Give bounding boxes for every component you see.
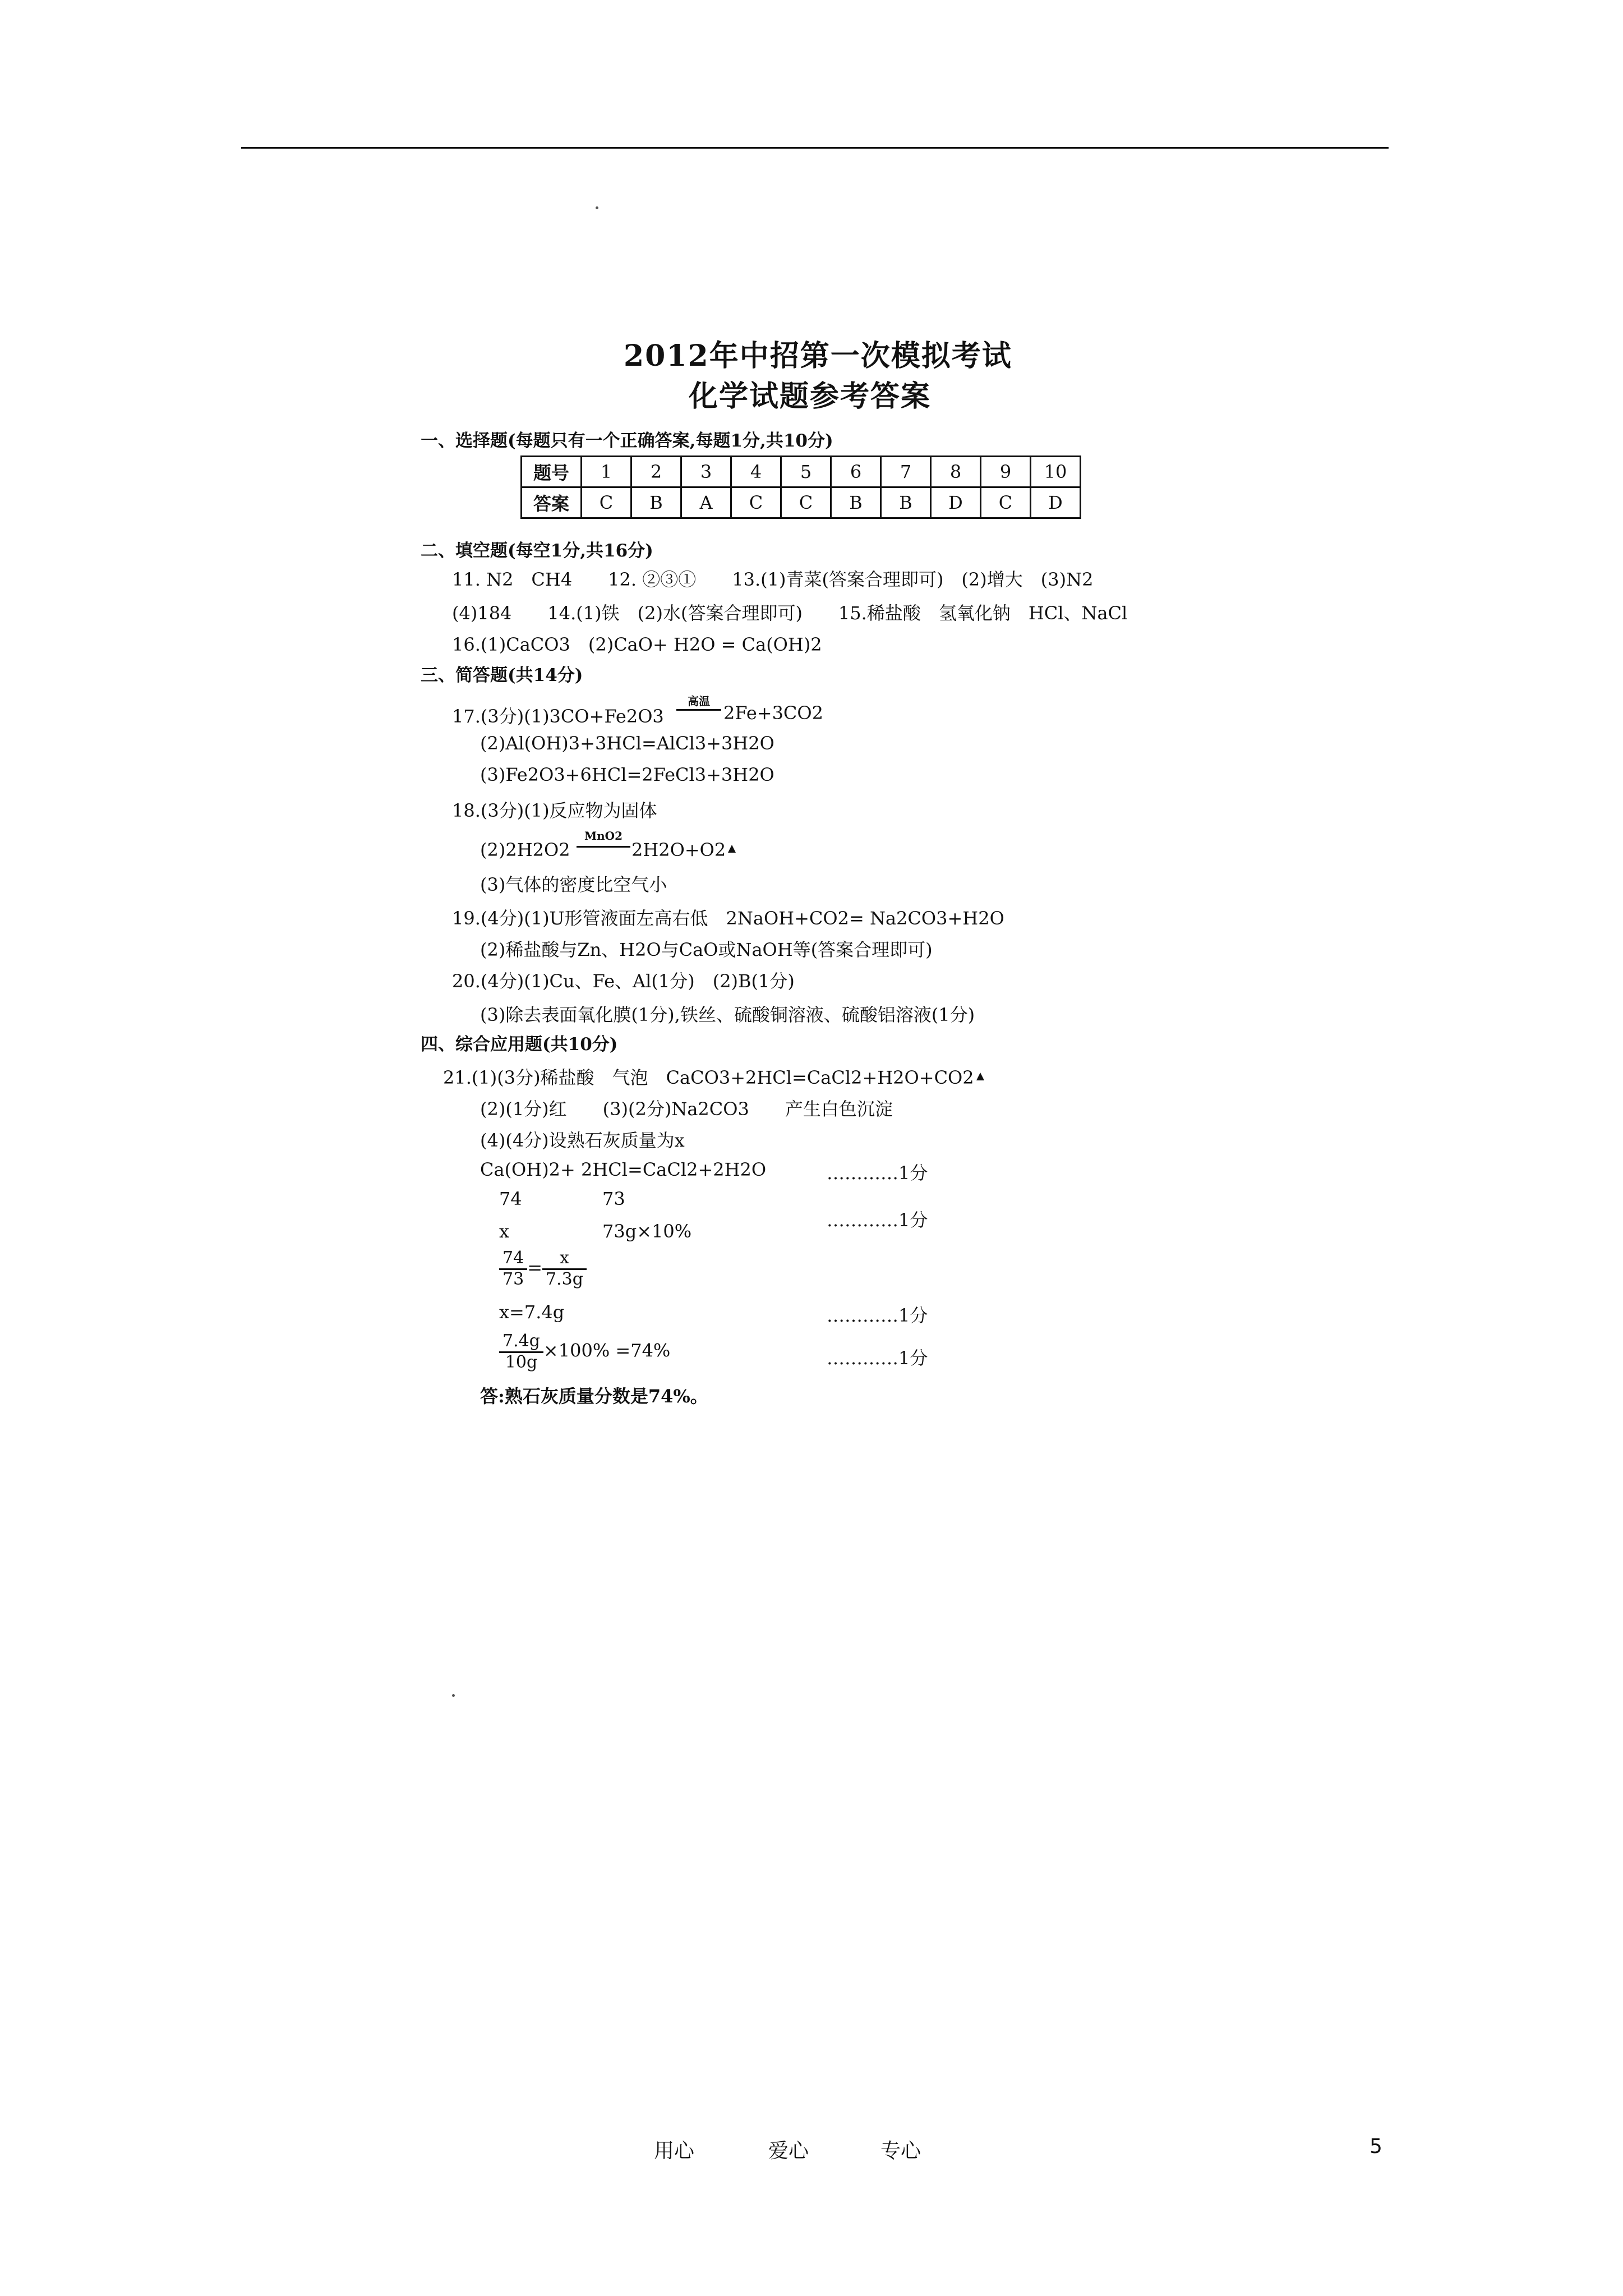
unknown-x: x [499, 1221, 510, 1242]
percentage-result: ×100% =74% [543, 1340, 671, 1361]
page-number: 5 [1370, 2135, 1382, 2158]
q21-2: (2)(1分)红 (3)(2分)Na2CO3 产生白色沉淀 [480, 1098, 893, 1120]
q18-3: (3)气体的密度比空气小 [480, 874, 667, 895]
table-cell: C [981, 487, 1031, 518]
table-header-cell: 题号 [522, 457, 582, 487]
q19-1: 19.(4分)(1)U形管液面左高右低 2NaOH+CO2= Na2CO3+H2O [452, 908, 1004, 929]
molar-mass-hcl: 73 [602, 1188, 625, 1209]
fraction-numerator: 7.4g [499, 1332, 543, 1353]
reaction-condition: 高温 [688, 694, 710, 708]
table-cell: D [931, 487, 981, 518]
scan-speck [452, 1694, 455, 1697]
table-row [522, 487, 1081, 518]
table-cell: 1 [582, 457, 631, 487]
table-cell: C [582, 487, 631, 518]
table-cell: 4 [731, 457, 781, 487]
answer-table [520, 455, 1081, 519]
table-cell: B [881, 487, 931, 518]
percentage-calc [499, 1332, 670, 1372]
fraction-numerator: x [542, 1249, 587, 1270]
footer-left: 用心 [654, 2139, 695, 2162]
q18-2-right [631, 839, 736, 861]
q21-1-text: 21.(1)(3分)稀盐酸 气泡 CaCO3+2HCl=CaCl2+H2O+CO2 [443, 1067, 974, 1088]
footer-middle: 爱心 [768, 2139, 809, 2162]
q20-1: 20.(4分)(1)Cu、Fe、Al(1分) (2)B(1分) [452, 970, 795, 992]
fraction-denominator: 10g [505, 1352, 538, 1372]
molar-mass-caoh2: 74 [499, 1188, 522, 1209]
table-cell: D [1031, 487, 1081, 518]
fraction [542, 1249, 587, 1289]
header-rule [241, 147, 1389, 149]
scan-speck [596, 206, 598, 209]
fraction-numerator: 74 [499, 1249, 527, 1270]
table-cell: 8 [931, 457, 981, 487]
gas-arrow-icon [728, 845, 736, 853]
equation: Ca(OH)2+ 2HCl=CaCl2+2H2O [480, 1159, 767, 1180]
title-line2: 化学试题参考答案 [689, 379, 932, 413]
section2-heading: 二、填空题(每空1分,共16分) [421, 541, 653, 561]
section4-heading: 四、综合应用题(共10分) [421, 1034, 618, 1055]
title-line1: 2012年中招第一次模拟考试 [624, 339, 1012, 373]
gas-arrow-icon [976, 1073, 984, 1080]
proportion-equation: $\frac{74}{73}$ = $\frac{x}{7.3g}$ [499, 1249, 587, 1289]
q17-2: (2)Al(OH)3+3HCl=AlCl3+3H2O [480, 733, 774, 754]
table-cell: 5 [781, 457, 831, 487]
fill-line-2: (4)184 14.(1)铁 (2)水(答案合理即可) 15.稀盐酸 氢氧化钠 HCl、NaCl [452, 602, 1128, 624]
q19-2: (2)稀盐酸与Zn、H2O与CaO或NaOH等(答案合理即可) [480, 939, 933, 960]
hcl-mass: 73g×10% [602, 1221, 692, 1242]
table-cell: C [781, 487, 831, 518]
fraction-denominator: 7.3g [546, 1269, 583, 1289]
table-cell: 7 [881, 457, 931, 487]
score-mark: …………1分 [827, 1209, 928, 1231]
q21-3: (4)(4分)设熟石灰质量为x [480, 1130, 685, 1151]
q21-1 [443, 1064, 984, 1089]
q20-2: (3)除去表面氧化膜(1分),铁丝、硫酸铜溶液、硫酸铝溶液(1分) [480, 1004, 975, 1025]
fraction [499, 1332, 543, 1372]
reaction-condition: MnO2 [584, 829, 623, 843]
reaction-arrow-line [577, 846, 630, 848]
table-cell: B [831, 487, 881, 518]
section1-heading: 一、选择题(每题只有一个正确答案,每题1分,共10分) [421, 431, 833, 451]
score-mark: …………1分 [827, 1162, 928, 1184]
table-cell: 2 [631, 457, 681, 487]
x-result: x=7.4g [499, 1301, 565, 1323]
final-answer: 答:熟石灰质量分数是74%。 [480, 1386, 708, 1407]
q17-1-left: 17.(3分)(1)3CO+Fe2O3 [452, 706, 664, 727]
table-row [522, 457, 1081, 487]
table-cell: B [631, 487, 681, 518]
table-cell: A [681, 487, 731, 518]
table-cell: 6 [831, 457, 881, 487]
fraction-denominator: 73 [502, 1269, 524, 1289]
reaction-arrow-line [676, 709, 721, 711]
table-cell: C [731, 487, 781, 518]
fill-line-3: 16.(1)CaCO3 (2)CaO+ H2O = Ca(OH)2 [452, 634, 822, 655]
score-mark: …………1分 [827, 1305, 928, 1326]
footer-right: 专心 [880, 2139, 921, 2162]
q18-1: 18.(3分)(1)反应物为固体 [452, 800, 657, 821]
q17-1-right: 2Fe+3CO2 [723, 702, 823, 724]
fraction [499, 1249, 527, 1289]
table-header-cell: 答案 [522, 487, 582, 518]
fill-line-1: 11. N2 CH4 12. ②③① 13.(1)青菜(答案合理即可) (2)增大 (3)N2 [452, 569, 1094, 590]
table-cell: 10 [1031, 457, 1081, 487]
q18-2-products: 2H2O+O2 [631, 839, 726, 861]
section3-heading: 三、简答题(共14分) [421, 665, 583, 685]
table-cell: 3 [681, 457, 731, 487]
score-mark: …………1分 [827, 1347, 928, 1369]
q17-3: (3)Fe2O3+6HCl=2FeCl3+3H2O [480, 764, 774, 785]
q18-2-left: (2)2H2O2 [480, 839, 570, 861]
table-cell: 9 [981, 457, 1031, 487]
